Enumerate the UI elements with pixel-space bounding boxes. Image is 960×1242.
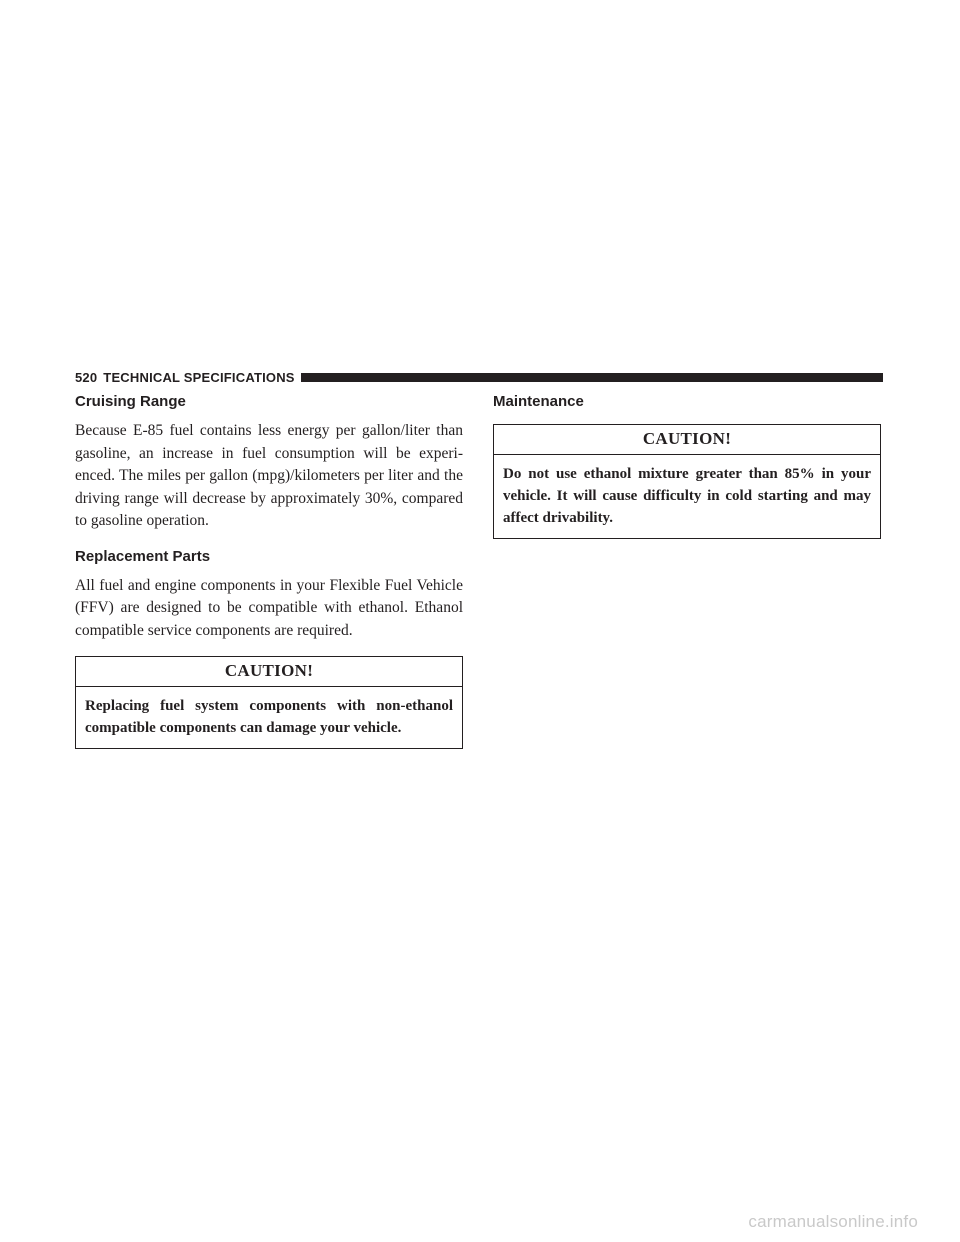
page-header bbox=[75, 369, 883, 385]
header-rule bbox=[301, 373, 883, 382]
caution-box-replacement bbox=[75, 656, 463, 749]
heading-replacement-parts: Replacement Parts bbox=[75, 547, 211, 565]
heading-maintenance: Maintenance bbox=[493, 393, 584, 410]
left-column bbox=[75, 392, 463, 749]
caution-text: Do not use ethanol mixture greater than 85% in your vehicle. It will cause difficulty in cold starting and may affect drivability. bbox=[503, 466, 871, 526]
right-column bbox=[493, 392, 881, 539]
caution-text: Replacing fuel system components with non-ethanol compatible components can damage your vehicle. bbox=[85, 698, 453, 736]
heading-cruising-range: Cruising Range bbox=[75, 393, 186, 410]
page-number: 520 bbox=[75, 369, 98, 385]
caution-title: CAUTION! bbox=[494, 425, 880, 455]
caution-box-maintenance bbox=[493, 424, 881, 539]
section-title: TECHNICAL SPECIFICATIONS bbox=[103, 369, 295, 385]
paragraph-replacement-parts: All fuel and engine components in your Flexible Fuel Vehicle (FFV) are designed to be compatible with ethanol. Ethanol compatible service components are required. bbox=[75, 576, 463, 639]
caution-title: CAUTION! bbox=[76, 657, 462, 687]
watermark: carmanualsonline.info bbox=[748, 1212, 918, 1231]
paragraph-cruising-range: Because E-85 fuel contains less energy per gallon/liter than gasoline, an increase in fuel consumption will be experi-enced. The miles per gallon (mpg)/kilometers per liter and the driving range will decrease by approximately 30%, compared to gasoline operation. bbox=[75, 422, 463, 529]
